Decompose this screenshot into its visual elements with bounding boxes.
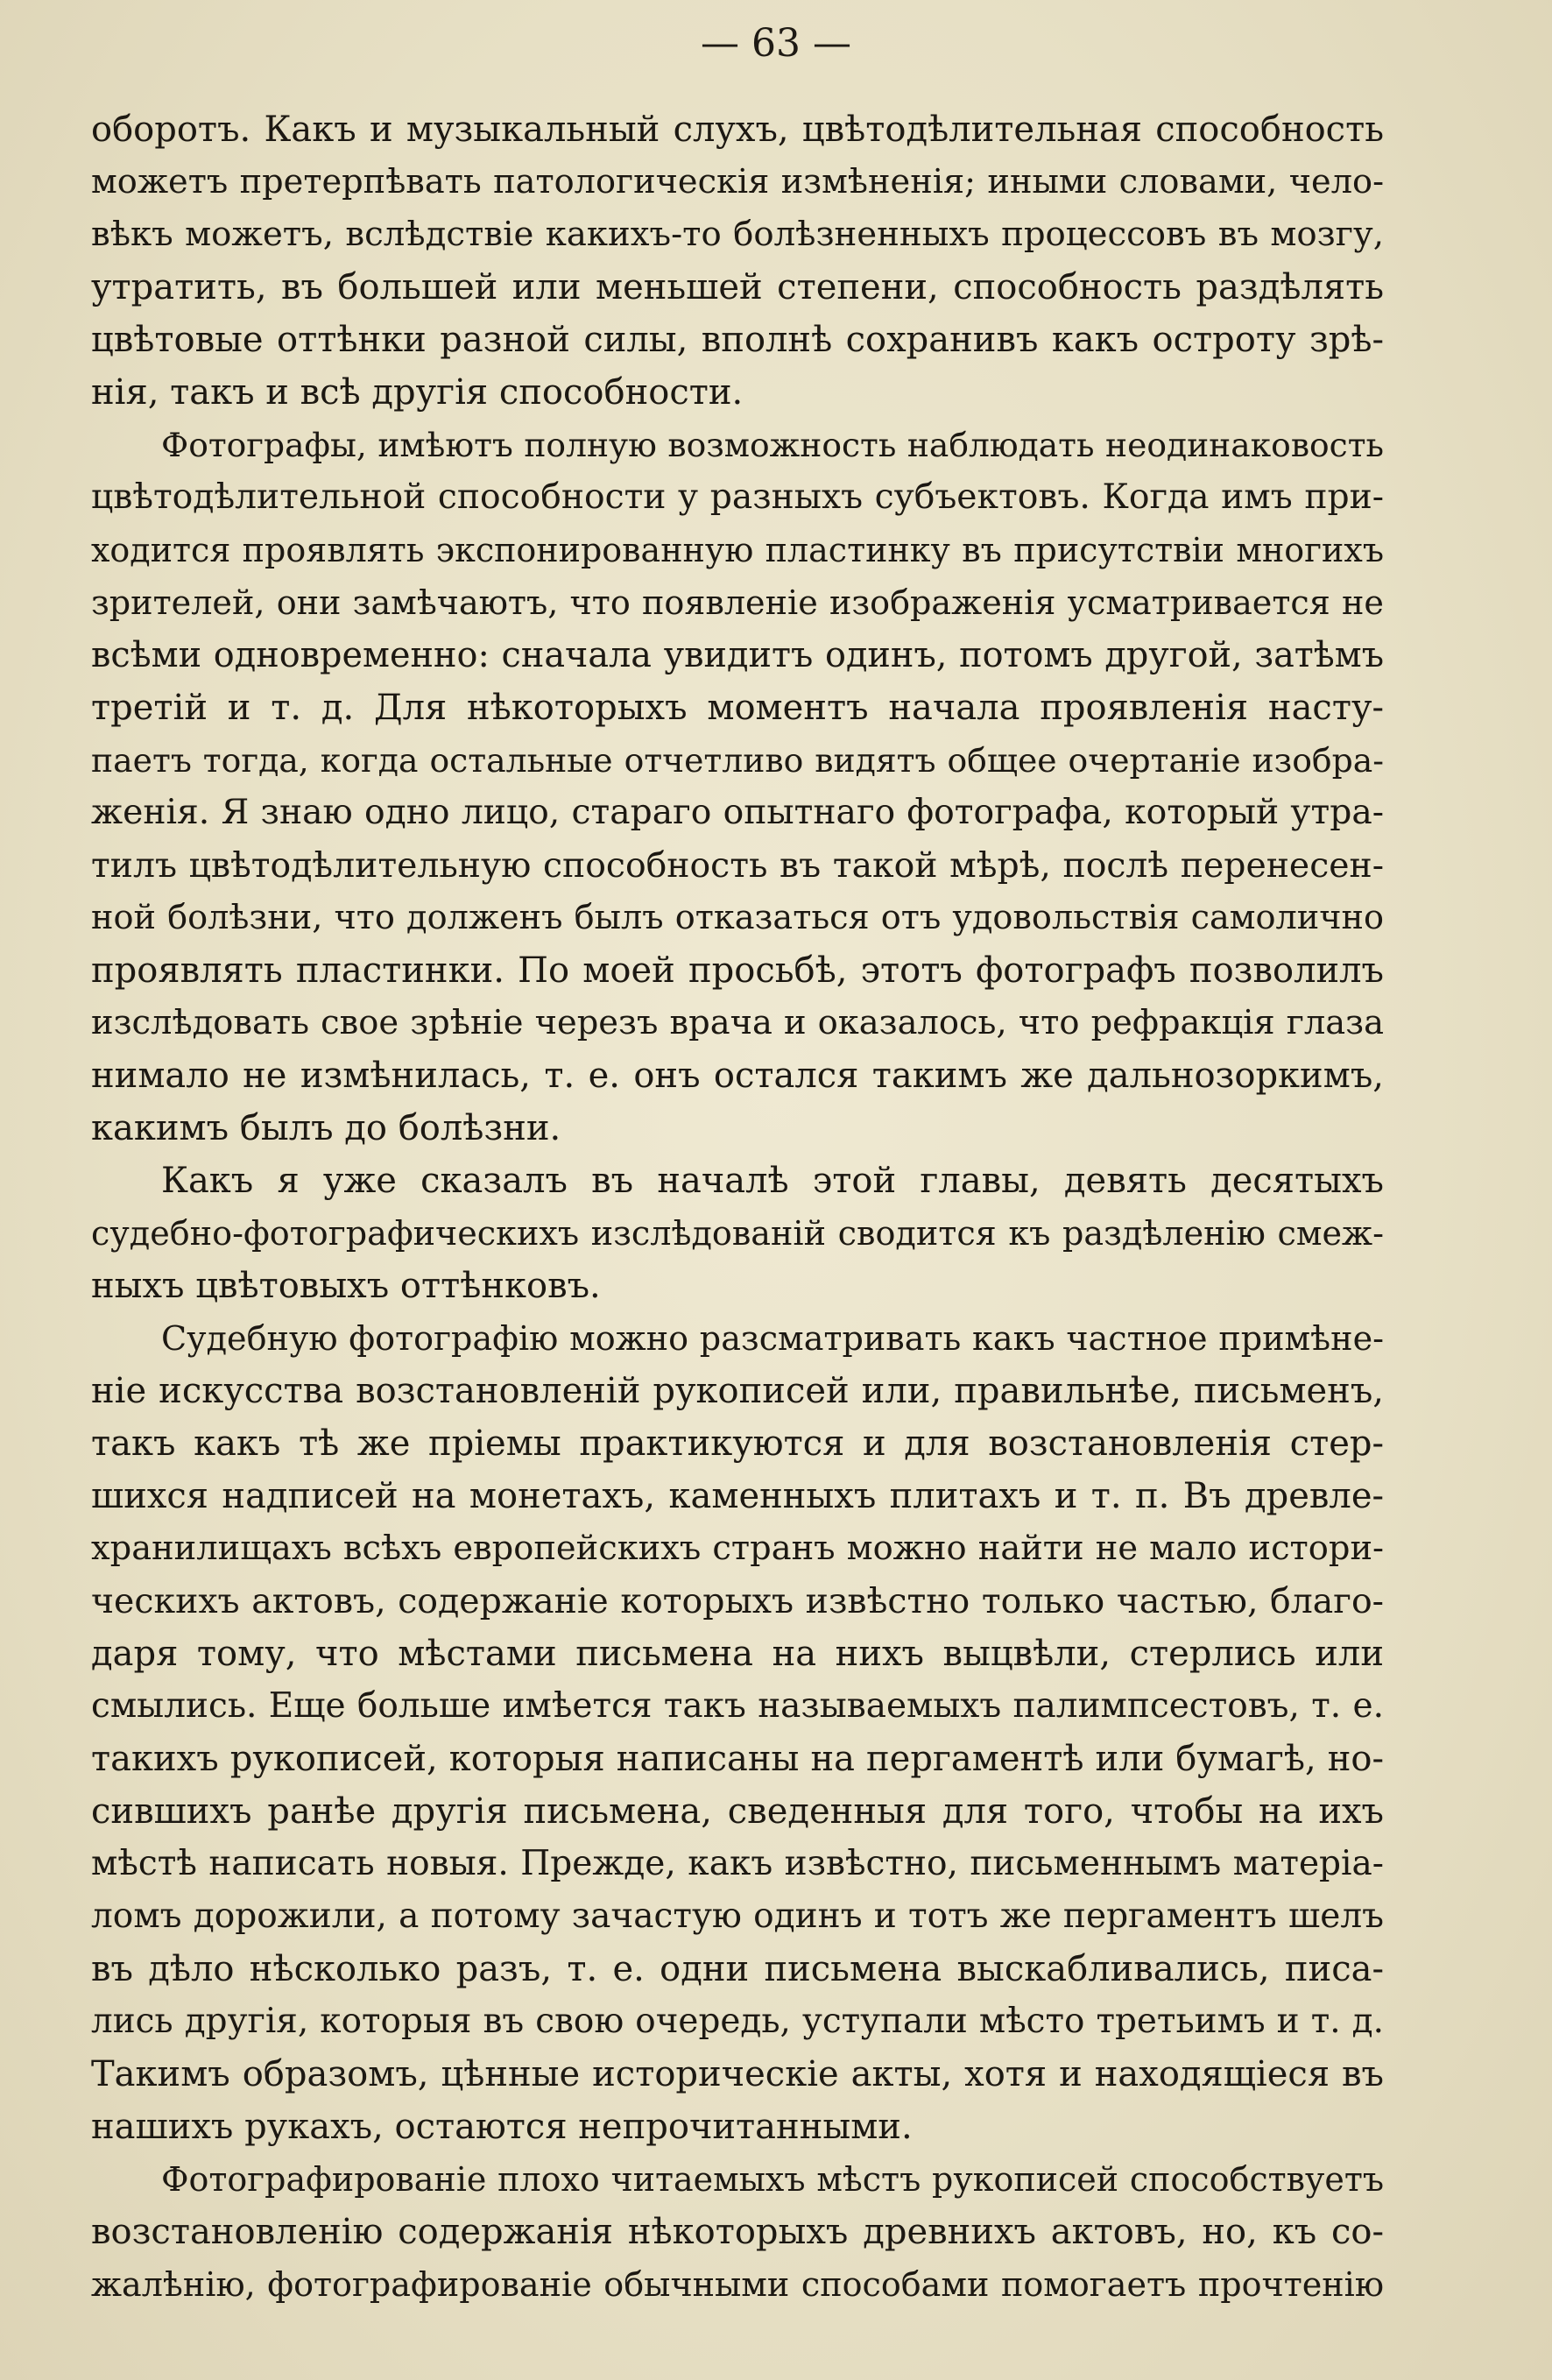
text-line: вѣкъ можетъ, вслѣдствіе какихъ-то болѣзненныхъ процессовъ въ мозгу, [91,215,1384,254]
text-line: ломъ дорожили, а потому зачастую одинъ и тотъ же пергаментъ шелъ [91,1896,1384,1936]
text-line: какимъ былъ до болѣзни. [91,1108,561,1148]
body-text [91,103,1384,2311]
text-line: такъ какъ тѣ же пріемы практикуются и для возстановленія стер- [91,1423,1384,1464]
text-line: даря тому, что мѣстами письмена на нихъ выцвѣли, стерлись или [91,1634,1384,1674]
text-line: третій и т. д. Для нѣкоторыхъ моментъ начала проявленія насту- [91,688,1384,728]
text-line: всѣми одновременно: сначала увидитъ одинъ, потомъ другой, затѣмъ [91,635,1384,675]
text-line: смылись. Еще больше имѣется такъ называемыхъ палимпсестовъ, т. е. [91,1686,1384,1726]
text-line: шихся надписей на монетахъ, каменныхъ плитахъ и т. п. Въ древле- [91,1476,1384,1516]
text-line: изслѣдовать свое зрѣніе черезъ врача и оказалось, что рефракція глаза [91,1003,1384,1042]
text-line: ныхъ цвѣтовыхъ оттѣнковъ. [91,1266,601,1306]
text-line: проявлять пластинки. По моей просьбѣ, этотъ фотографъ позволилъ [91,950,1384,991]
paragraph-4 [91,1312,1384,2153]
text-line: нимало не измѣнилась, т. е. онъ остался такимъ же дальнозоркимъ, [91,1056,1384,1096]
text-line: нашихъ рукахъ, остаются непрочитанными. [91,2107,913,2147]
text-line: Фотографированіе плохо читаемыхъ мѣстъ рукописей способствуетъ [161,2160,1384,2199]
text-line: Какъ я уже сказалъ въ началѣ этой главы, девять десятыхъ [161,1161,1384,1201]
text-line: ходится проявлять экспонированную пластинку въ присутствіи многихъ [91,531,1384,569]
text-line: хранилищахъ всѣхъ европейскихъ странъ можно найти не мало истори- [91,1529,1384,1568]
text-line: женія. Я знаю одно лицо, стараго опытнаго фотографа, который утра- [91,793,1384,832]
page-number: — 63 — [701,21,851,66]
text-line: утратить, въ большей или меньшей степени, способность раздѣлять [91,267,1384,307]
text-line: ческихъ актовъ, содержаніе которыхъ извѣстно только частью, благо- [91,1581,1384,1621]
text-line: тилъ цвѣтодѣлительную способность въ такой мѣрѣ, послѣ перенесен- [91,845,1384,886]
text-line: мѣстѣ написать новыя. Прежде, какъ извѣстно, письменнымъ матеріа- [91,1844,1384,1883]
text-line: цвѣтодѣлительной способности у разныхъ субъектовъ. Когда имъ при- [91,477,1384,517]
text-line: оборотъ. Какъ и музыкальный слухъ, цвѣтодѣлительная способность [91,109,1384,150]
paragraph-3 [91,1155,1384,1312]
text-line: судебно-фотографическихъ изслѣдованій сводится къ раздѣленію смеж- [91,1214,1384,1253]
text-line: цвѣтовые оттѣнки разной силы, вполнѣ сохранивъ какъ остроту зрѣ- [91,320,1384,360]
paragraph-1 [91,103,1384,419]
text-line: Такимъ образомъ, цѣнные историческіе акты, хотя и находящіеся въ [91,2054,1384,2094]
text-line: жалѣнію, фотографированіе обычными способами помогаетъ прочтенію [91,2265,1384,2304]
text-line: лись другія, которыя въ свою очередь, уступали мѣсто третьимъ и т. д. [91,2002,1384,2041]
text-line: ніе искусства возстановленій рукописей или, правильнѣе, письменъ, [91,1371,1384,1411]
text-line: Судебную фотографію можно разсматривать какъ частное примѣне- [161,1319,1384,1358]
text-line: сившихъ ранѣе другія письмена, сведенныя для того, чтобы на ихъ [91,1791,1384,1832]
text-line: ной болѣзни, что долженъ былъ отказаться отъ удовольствія самолично [91,899,1384,937]
text-line: паетъ тогда, когда остальные отчетливо видятъ общее очертаніе изобра- [91,741,1384,780]
text-line: въ дѣло нѣсколько разъ, т. е. одни письмена выскабливались, писа- [91,1949,1384,1989]
text-line: такихъ рукописей, которыя написаны на пергаментѣ или бумагѣ, но- [91,1739,1384,1779]
text-line: Фотографы, имѣютъ полную возможность наблюдать неодинаковость [161,426,1384,464]
paragraph-5 [91,2153,1384,2311]
text-line: нія, такъ и всѣ другія способности. [91,372,744,413]
text-line: зрителей, они замѣчаютъ, что появленіе изображенія усматривается не [91,583,1384,622]
text-line: можетъ претерпѣвать патологическія измѣненія; иными словами, чело- [91,162,1384,201]
paragraph-2 [91,419,1384,1155]
text-line: возстановленію содержанія нѣкоторыхъ древнихъ актовъ, но, къ со- [91,2212,1384,2252]
